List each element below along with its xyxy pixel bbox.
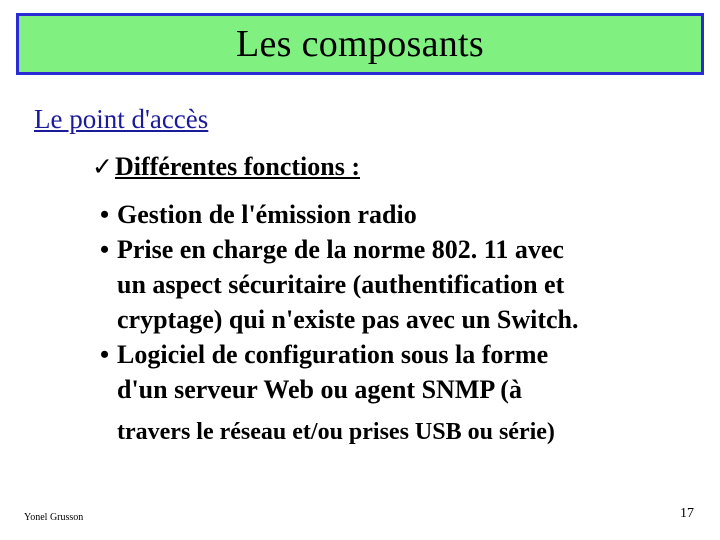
bullet-text bbox=[117, 197, 700, 232]
bullet-line: cryptage) qui n'existe pas avec un Switch. bbox=[117, 305, 579, 334]
bullet-item bbox=[100, 232, 700, 337]
bullet-item bbox=[100, 197, 700, 232]
checkmark-icon: ✓ bbox=[92, 154, 113, 181]
bullet-line: Gestion de l'émission radio bbox=[117, 200, 417, 229]
bullet-line: travers le réseau et/ou prises USB ou série) bbox=[117, 419, 555, 445]
bullet-line: un aspect sécuritaire (authentification et bbox=[117, 270, 565, 299]
subheading bbox=[92, 152, 360, 182]
bullet-line: Prise en charge de la norme 802. 11 avec bbox=[117, 235, 564, 264]
footer-author: Yonel Grusson bbox=[24, 512, 84, 523]
bullet-icon: • bbox=[100, 200, 110, 229]
bullet-icon: • bbox=[100, 340, 110, 369]
slide-title: Les composants bbox=[236, 23, 484, 65]
bullet-item bbox=[100, 337, 700, 457]
section-heading: Le point d'accès bbox=[34, 104, 209, 134]
bullet-text bbox=[117, 232, 700, 337]
bullet-list bbox=[100, 197, 700, 457]
bullet-line: Logiciel de configuration sous la forme bbox=[117, 340, 549, 369]
title-banner bbox=[16, 13, 704, 75]
bullet-text bbox=[117, 337, 700, 457]
bullet-line: d'un serveur Web ou agent SNMP (à bbox=[117, 375, 522, 404]
subheading-label: Différentes fonctions : bbox=[114, 152, 360, 181]
bullet-icon: • bbox=[100, 235, 110, 264]
page-number: 17 bbox=[680, 506, 694, 521]
